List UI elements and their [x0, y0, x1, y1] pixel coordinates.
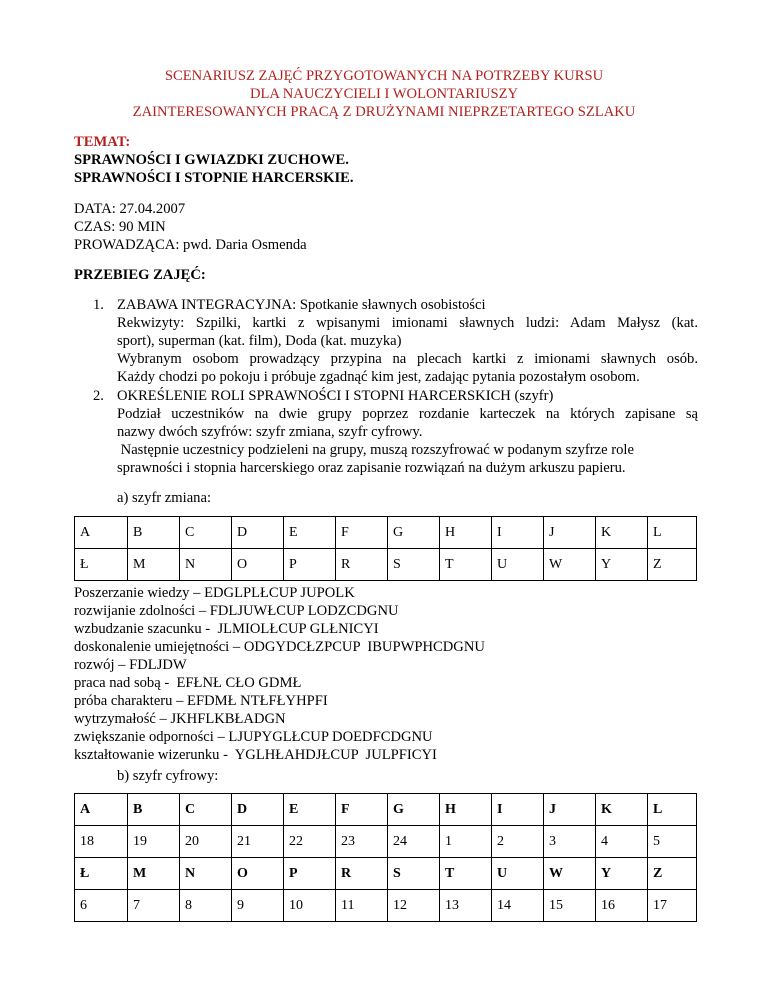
- cipher-a-phrase: Poszerzanie wiedzy – EDGLPLŁCUP JUPOLK: [74, 585, 355, 601]
- cipher-b-cell: 7: [128, 890, 180, 922]
- cipher-b-label: b) szyfr cyfrowy:: [117, 768, 219, 784]
- meta-leader: PROWADZĄCA: pwd. Daria Osmenda: [74, 237, 307, 253]
- cipher-b-cell: 5: [648, 826, 697, 858]
- topic-line-1: SPRAWNOŚCI I GWIAZDKI ZUCHOWE.: [74, 152, 349, 168]
- cipher-b-cell: M: [128, 858, 180, 890]
- cipher-b-cell: 19: [128, 826, 180, 858]
- cipher-a-cell: T: [440, 549, 492, 581]
- cipher-b-cell: Y: [596, 858, 648, 890]
- cipher-b-cell: P: [284, 858, 336, 890]
- cipher-a-cell: L: [648, 517, 697, 549]
- cipher-b-row: [75, 826, 697, 858]
- cipher-b-cell: O: [232, 858, 284, 890]
- item-1-line: Rekwizyty: Szpilki, kartki z wpisanymi imionami sławnych ludzi: Adam Małysz (kat.: [117, 315, 698, 331]
- cipher-a-cell: B: [128, 517, 180, 549]
- cipher-b-cell: C: [180, 794, 232, 826]
- cipher-b-cell: D: [232, 794, 284, 826]
- course-heading: PRZEBIEG ZAJĘĆ:: [74, 267, 206, 283]
- cipher-b-cell: G: [388, 794, 440, 826]
- item-2-text: [117, 387, 698, 477]
- cipher-a-phrase: rozwój – FDLJDW: [74, 657, 187, 673]
- cipher-b-cell: 17: [648, 890, 697, 922]
- cipher-a-cell: O: [232, 549, 284, 581]
- cipher-a-label: a) szyfr zmiana:: [117, 490, 211, 506]
- topic-line-2: SPRAWNOŚCI I STOPNIE HARCERSKIE.: [74, 170, 354, 186]
- cipher-a-cell: N: [180, 549, 232, 581]
- item-1-line: Wybranym osobom prowadzący przypina na plecach kartki z imionami sławnych osób.: [117, 351, 698, 367]
- cipher-b-cell: 8: [180, 890, 232, 922]
- item-2-line: nazwy dwóch szyfrów: szyfr zmiana, szyfr cyfrowy.: [117, 424, 423, 440]
- item-1-number: 1.: [93, 297, 104, 313]
- cipher-a-cell: J: [544, 517, 596, 549]
- cipher-b-cell: L: [648, 794, 697, 826]
- item-1-line: sport), superman (kat. film), Doda (kat. muzyka): [117, 333, 402, 349]
- cipher-b-cell: 21: [232, 826, 284, 858]
- cipher-b-cell: R: [336, 858, 388, 890]
- header-line-2: DLA NAUCZYCIELI I WOLONTARIUSZY: [249, 86, 519, 102]
- cipher-b-cell: 4: [596, 826, 648, 858]
- cipher-a-cell: D: [232, 517, 284, 549]
- cipher-b-cell: 16: [596, 890, 648, 922]
- cipher-b-cell: T: [440, 858, 492, 890]
- header-line-3: ZAINTERESOWANYCH PRACĄ Z DRUŻYNAMI NIEPRZETARTEGO SZLAKU: [132, 104, 636, 120]
- cipher-a-phrase: zwiększanie odporności – LJUPYGLŁCUP DOEDFCDGNU: [74, 729, 433, 745]
- item-2-line: OKREŚLENIE ROLI SPRAWNOŚCI I STOPNI HARCERSKICH (szyfr): [117, 388, 554, 404]
- cipher-b-cell: U: [492, 858, 544, 890]
- cipher-a-phrase: wytrzymałość – JKHFLKBŁADGN: [74, 711, 286, 727]
- cipher-b-cell: 9: [232, 890, 284, 922]
- cipher-a-row: [75, 549, 697, 581]
- item-2-line: sprawności i stopnia harcerskiego oraz zapisanie rozwiązań na dużym arkuszu papieru.: [117, 460, 626, 476]
- cipher-b-cell: 12: [388, 890, 440, 922]
- cipher-a-cell: W: [544, 549, 596, 581]
- cipher-b-cell: 11: [336, 890, 388, 922]
- cipher-b-cell: 1: [440, 826, 492, 858]
- cipher-b-cell: N: [180, 858, 232, 890]
- item-2-line: Następnie uczestnicy podzieleni na grupy, muszą rozszyfrować w podanym szyfrze role: [117, 442, 634, 458]
- cipher-b-cell: 6: [75, 890, 128, 922]
- cipher-b-cell: W: [544, 858, 596, 890]
- cipher-b-cell: 22: [284, 826, 336, 858]
- cipher-a-cell: H: [440, 517, 492, 549]
- cipher-b-cell: S: [388, 858, 440, 890]
- header-line-1: SCENARIUSZ ZAJĘĆ PRZYGOTOWANYCH NA POTRZEBY KURSU: [164, 68, 604, 84]
- cipher-b-cell: 18: [75, 826, 128, 858]
- cipher-b-row: [75, 890, 697, 922]
- cipher-b-cell: Z: [648, 858, 697, 890]
- cipher-a-cell: P: [284, 549, 336, 581]
- item-2-line: Podział uczestników na dwie grupy poprzez rozdanie karteczek na których zapisane są: [117, 406, 698, 422]
- cipher-b-cell: F: [336, 794, 388, 826]
- topic-label: TEMAT:: [74, 134, 131, 150]
- item-2-number: 2.: [93, 388, 104, 404]
- cipher-b-cell: H: [440, 794, 492, 826]
- cipher-a-cell: Z: [648, 549, 697, 581]
- meta-date: DATA: 27.04.2007: [74, 201, 186, 217]
- document-header: [0, 67, 768, 121]
- cipher-a-phrase: kształtowanie wizerunku - YGLHŁAHDJŁCUP JULPFICYI: [74, 747, 437, 763]
- cipher-b-row: [75, 794, 697, 826]
- cipher-b-cell: 15: [544, 890, 596, 922]
- cipher-b-cell: B: [128, 794, 180, 826]
- cipher-b-cell: 24: [388, 826, 440, 858]
- cipher-a-phrase: doskonalenie umiejętności – ODGYDCŁZPCUP IBUPWPHCDGNU: [74, 639, 485, 655]
- cipher-b-table: [74, 793, 697, 922]
- cipher-b-cell: 13: [440, 890, 492, 922]
- cipher-b-cell: E: [284, 794, 336, 826]
- cipher-b-cell: J: [544, 794, 596, 826]
- cipher-b-cell: 20: [180, 826, 232, 858]
- cipher-b-cell: A: [75, 794, 128, 826]
- cipher-a-phrase: próba charakteru – EFDMŁ NTŁFŁYHPFI: [74, 693, 328, 709]
- cipher-a-cell: G: [388, 517, 440, 549]
- cipher-b-row: [75, 858, 697, 890]
- cipher-b-cell: Ł: [75, 858, 128, 890]
- item-1-line: ZABAWA INTEGRACYJNA: Spotkanie sławnych osobistości: [117, 297, 486, 313]
- cipher-b-cell: 3: [544, 826, 596, 858]
- item-1-line: Każdy chodzi po pokoju i próbuje zgadnąć kim jest, zadając pytania pozostałym osobom.: [117, 369, 640, 385]
- cipher-a-phrase: rozwijanie zdolności – FDLJUWŁCUP LODZCDGNU: [74, 603, 399, 619]
- cipher-b-cell: 2: [492, 826, 544, 858]
- cipher-a-cell: A: [75, 517, 128, 549]
- cipher-b-cell: 23: [336, 826, 388, 858]
- cipher-b-cell: 10: [284, 890, 336, 922]
- cipher-a-cell: Ł: [75, 549, 128, 581]
- cipher-a-cell: M: [128, 549, 180, 581]
- cipher-a-cell: F: [336, 517, 388, 549]
- cipher-a-phrase: wzbudzanie szacunku - JLMIOLŁCUP GLŁNICYI: [74, 621, 379, 637]
- cipher-a-row: [75, 517, 697, 549]
- cipher-a-cell: S: [388, 549, 440, 581]
- cipher-b-cell: 14: [492, 890, 544, 922]
- cipher-a-cell: Y: [596, 549, 648, 581]
- cipher-a-cell: I: [492, 517, 544, 549]
- cipher-a-table: [74, 516, 697, 581]
- cipher-a-cell: K: [596, 517, 648, 549]
- cipher-a-cell: C: [180, 517, 232, 549]
- cipher-b-cell: K: [596, 794, 648, 826]
- cipher-a-cell: E: [284, 517, 336, 549]
- cipher-b-cell: I: [492, 794, 544, 826]
- cipher-a-cell: U: [492, 549, 544, 581]
- cipher-a-phrase: praca nad sobą - EFŁNŁ CŁO GDMŁ: [74, 675, 302, 691]
- meta-time: CZAS: 90 MIN: [74, 219, 166, 235]
- cipher-a-cell: R: [336, 549, 388, 581]
- item-1-text: [117, 296, 698, 386]
